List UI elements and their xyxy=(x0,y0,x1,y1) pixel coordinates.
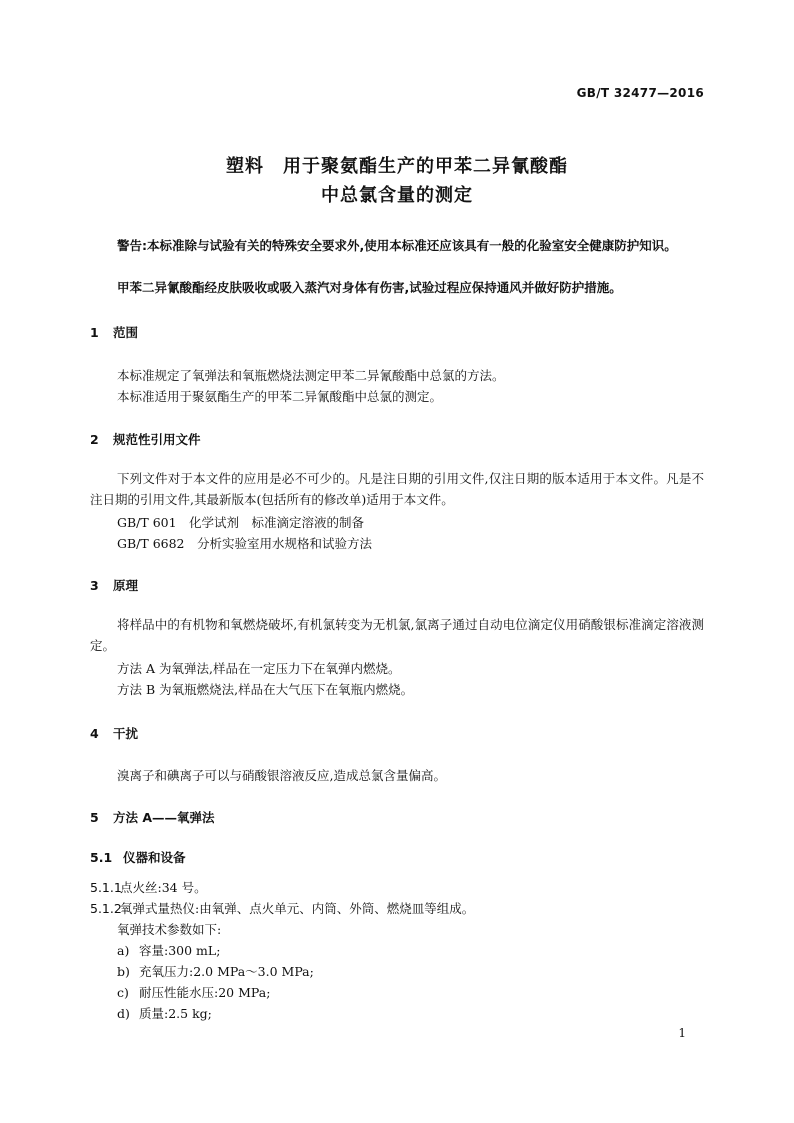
section-number: 1 xyxy=(90,325,99,340)
section-2-paragraph: 下列文件对于本文件的应用是必不可少的。凡是注日期的引用文件,仅注日期的版本适用于本文件。凡是不注日期的引用文件,其最新版本(包括所有的修改单)适用于本文件。 xyxy=(90,471,704,507)
list-item-text: 质量:2.5 kg; xyxy=(139,1006,212,1021)
section-title: 规范性引用文件 xyxy=(113,432,201,447)
section-3-paragraph-1: 将样品中的有机物和氧燃烧破坏,有机氯转变为无机氯,氯离子通过自动电位滴定仪用硝酸银标准滴定溶液测定。 xyxy=(90,617,704,653)
list-item-label: a) xyxy=(117,943,130,958)
list-item-label: b) xyxy=(117,964,130,979)
section-5-heading xyxy=(90,808,215,826)
section-number: 4 xyxy=(90,726,99,741)
standard-code: GB/T 32477—2016 xyxy=(576,86,704,100)
section-3-heading xyxy=(90,576,138,594)
section-2-heading xyxy=(90,430,201,448)
document-title-line1: 塑料 用于聚氨酯生产的甲苯二异氰酸酯 xyxy=(226,156,568,177)
list-item-text: 充氧压力:2.0 MPa～3.0 MPa; xyxy=(139,964,314,979)
clause-5-1-2 xyxy=(90,899,474,917)
section-1-paragraph-1: 本标准规定了氧弹法和氧瓶燃烧法测定甲苯二异氰酸酯中总氯的方法。 xyxy=(117,368,505,383)
warning-paragraph-1: 警告:本标准除与试验有关的特殊安全要求外,使用本标准还应该具有一般的化验室安全健康防护知识。 xyxy=(117,238,677,253)
section-title: 方法 A——氧弹法 xyxy=(113,810,215,825)
section-number: 2 xyxy=(90,432,99,447)
subsection-5-1-heading xyxy=(90,848,186,866)
section-1-paragraph-2: 本标准适用于聚氨酯生产的甲苯二异氰酸酯中总氯的测定。 xyxy=(117,389,443,404)
clause-number: 5.1.2 xyxy=(90,901,122,916)
clause-number: 5.1.1 xyxy=(90,880,122,895)
clause-5-1-1 xyxy=(90,878,207,896)
section-number: 5 xyxy=(90,810,99,825)
list-item-text: 容量:300 mL; xyxy=(139,943,221,958)
list-item xyxy=(117,941,220,959)
section-title: 原理 xyxy=(113,578,139,593)
list-item-label: c) xyxy=(117,985,129,1000)
list-item xyxy=(117,983,270,1001)
section-4-heading xyxy=(90,724,138,742)
section-1-heading xyxy=(90,323,138,341)
page-number: 1 xyxy=(678,1026,686,1040)
warning-paragraph-2: 甲苯二异氰酸酯经皮肤吸收或吸入蒸汽对身体有伤害,试验过程应保持通风并做好防护措施。 xyxy=(117,280,622,295)
reference-gbt-6682: GB/T 6682 分析实验室用水规格和试验方法 xyxy=(117,536,373,551)
section-title: 干扰 xyxy=(113,726,139,741)
clause-5-1-2-intro: 氧弹技术参数如下: xyxy=(117,922,222,937)
section-3-paragraph-3: 方法 B 为氧瓶燃烧法,样品在大气压下在氧瓶内燃烧。 xyxy=(117,682,414,697)
section-number: 3 xyxy=(90,578,99,593)
list-item xyxy=(117,1004,212,1022)
list-item xyxy=(117,962,314,980)
reference-gbt-601: GB/T 601 化学试剂 标准滴定溶液的制备 xyxy=(117,515,365,530)
document-title-line2: 中总氯含量的测定 xyxy=(321,185,473,206)
clause-text: 点火丝:34 号。 xyxy=(120,880,207,895)
section-4-paragraph: 溴离子和碘离子可以与硝酸银溶液反应,造成总氯含量偏高。 xyxy=(117,768,446,783)
list-item-text: 耐压性能水压:20 MPa; xyxy=(139,985,271,1000)
list-item-label: d) xyxy=(117,1006,130,1021)
subsection-title: 仪器和设备 xyxy=(123,850,186,865)
section-title: 范围 xyxy=(113,325,139,340)
section-3-paragraph-2: 方法 A 为氧弹法,样品在一定压力下在氧弹内燃烧。 xyxy=(117,661,401,676)
clause-text: 氧弹式量热仪:由氧弹、点火单元、内筒、外筒、燃烧皿等组成。 xyxy=(120,901,475,916)
subsection-number: 5.1 xyxy=(90,850,113,865)
